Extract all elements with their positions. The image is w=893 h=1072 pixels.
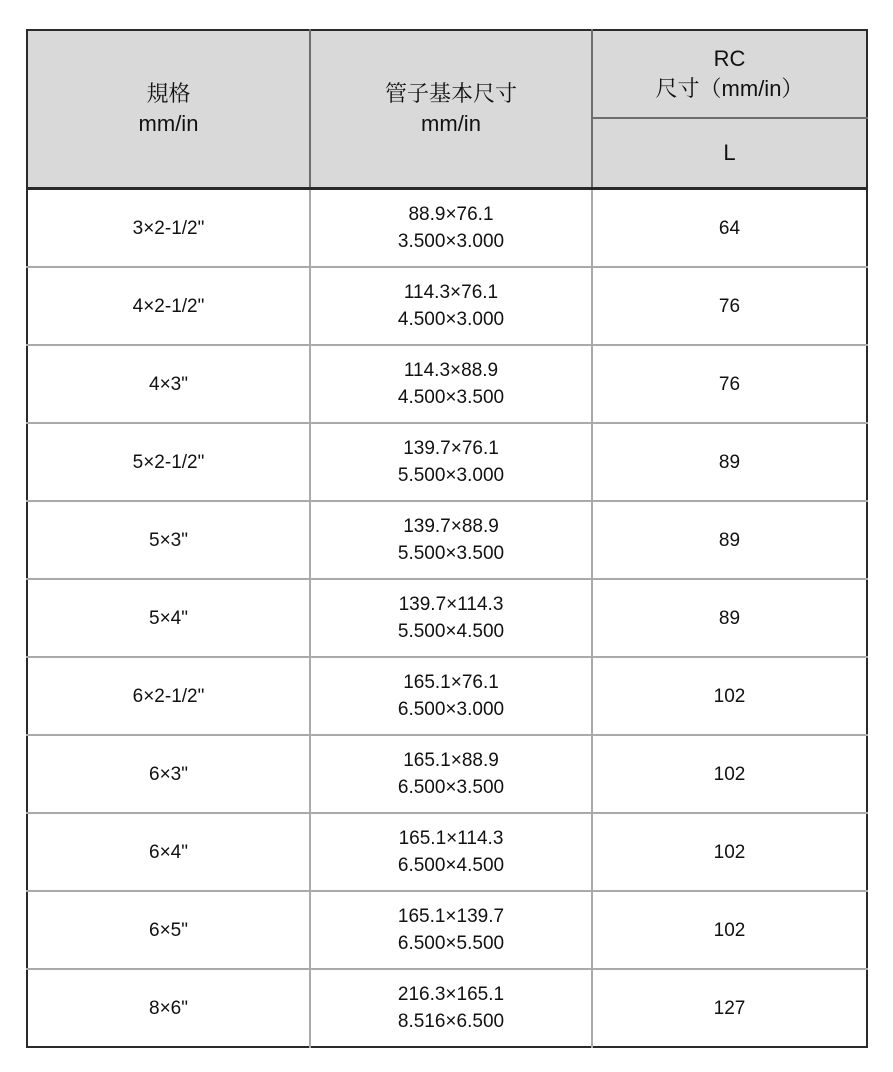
header-rc-title: RC xyxy=(713,46,746,71)
cell-pipe-size-in: 5.500×3.500 xyxy=(397,543,505,564)
cell-pipe-size-mm: 165.1×88.9 xyxy=(403,750,499,771)
table-row xyxy=(27,423,867,501)
cell-pipe-size xyxy=(310,579,592,657)
cell-pipe-size-mm: 165.1×139.7 xyxy=(397,906,505,927)
reducer-dimension-table xyxy=(26,29,868,1048)
cell-pipe-size-in: 3.500×3.000 xyxy=(397,231,505,252)
cell-spec: 6×4" xyxy=(27,813,310,891)
cell-spec: 8×6" xyxy=(27,969,310,1047)
cell-l: 76 xyxy=(592,345,867,423)
cell-l: 64 xyxy=(592,189,867,268)
cell-spec: 5×3" xyxy=(27,501,310,579)
cell-l: 102 xyxy=(592,813,867,891)
table-row xyxy=(27,969,867,1047)
cell-pipe-size-mm: 114.3×88.9 xyxy=(403,360,499,381)
header-spec-title: 規格 xyxy=(146,81,191,106)
cell-pipe-size xyxy=(310,891,592,969)
cell-pipe-size-mm: 114.3×76.1 xyxy=(403,282,499,303)
table-row xyxy=(27,189,867,268)
cell-spec: 5×4" xyxy=(27,579,310,657)
table-header xyxy=(27,30,867,189)
cell-pipe-size-in: 8.516×6.500 xyxy=(397,1011,505,1032)
cell-spec: 5×2-1/2" xyxy=(27,423,310,501)
table-body xyxy=(27,189,867,1048)
cell-spec: 6×5" xyxy=(27,891,310,969)
cell-spec: 3×2-1/2" xyxy=(27,189,310,268)
table-row xyxy=(27,891,867,969)
cell-pipe-size xyxy=(310,345,592,423)
cell-pipe-size xyxy=(310,813,592,891)
cell-spec: 6×2-1/2" xyxy=(27,657,310,735)
header-pipe-size-title: 管子基本尺寸 xyxy=(384,81,517,106)
cell-pipe-size-in: 4.500×3.000 xyxy=(397,309,505,330)
cell-pipe-size-mm: 216.3×165.1 xyxy=(397,984,505,1005)
cell-l: 127 xyxy=(592,969,867,1047)
header-spec-unit: mm/in xyxy=(138,111,199,136)
table-row xyxy=(27,735,867,813)
cell-l: 89 xyxy=(592,423,867,501)
cell-pipe-size-mm: 139.7×88.9 xyxy=(403,516,499,537)
table-row xyxy=(27,813,867,891)
cell-pipe-size xyxy=(310,657,592,735)
header-pipe-size xyxy=(310,30,592,189)
cell-pipe-size xyxy=(310,267,592,345)
table-row xyxy=(27,345,867,423)
header-rc xyxy=(592,30,867,118)
cell-pipe-size-in: 6.500×5.500 xyxy=(397,933,505,954)
header-rc-unit: 尺寸（mm/in） xyxy=(655,76,804,101)
header-rc-l: L xyxy=(592,118,867,189)
table-row xyxy=(27,579,867,657)
cell-pipe-size-in: 4.500×3.500 xyxy=(397,387,505,408)
cell-pipe-size-in: 6.500×4.500 xyxy=(397,855,505,876)
header-pipe-size-unit: mm/in xyxy=(421,111,481,136)
cell-pipe-size-in: 5.500×3.000 xyxy=(397,465,505,486)
cell-pipe-size-mm: 165.1×76.1 xyxy=(403,672,499,693)
cell-pipe-size xyxy=(310,969,592,1047)
cell-pipe-size-mm: 88.9×76.1 xyxy=(408,204,494,225)
cell-pipe-size xyxy=(310,501,592,579)
cell-l: 89 xyxy=(592,501,867,579)
cell-l: 76 xyxy=(592,267,867,345)
cell-l: 89 xyxy=(592,579,867,657)
cell-pipe-size xyxy=(310,735,592,813)
cell-l: 102 xyxy=(592,657,867,735)
cell-spec: 4×3" xyxy=(27,345,310,423)
cell-pipe-size-mm: 139.7×114.3 xyxy=(398,594,504,615)
cell-pipe-size xyxy=(310,423,592,501)
table-row xyxy=(27,657,867,735)
cell-l: 102 xyxy=(592,891,867,969)
cell-l: 102 xyxy=(592,735,867,813)
cell-pipe-size-in: 6.500×3.000 xyxy=(397,699,505,720)
cell-spec: 6×3" xyxy=(27,735,310,813)
cell-pipe-size-mm: 139.7×76.1 xyxy=(403,438,499,459)
cell-pipe-size-in: 5.500×4.500 xyxy=(397,621,505,642)
cell-pipe-size xyxy=(310,189,592,268)
cell-pipe-size-in: 6.500×3.500 xyxy=(397,777,505,798)
table-row xyxy=(27,501,867,579)
cell-pipe-size-mm: 165.1×114.3 xyxy=(398,828,504,849)
header-spec xyxy=(27,30,310,189)
table-row xyxy=(27,267,867,345)
cell-spec: 4×2-1/2" xyxy=(27,267,310,345)
